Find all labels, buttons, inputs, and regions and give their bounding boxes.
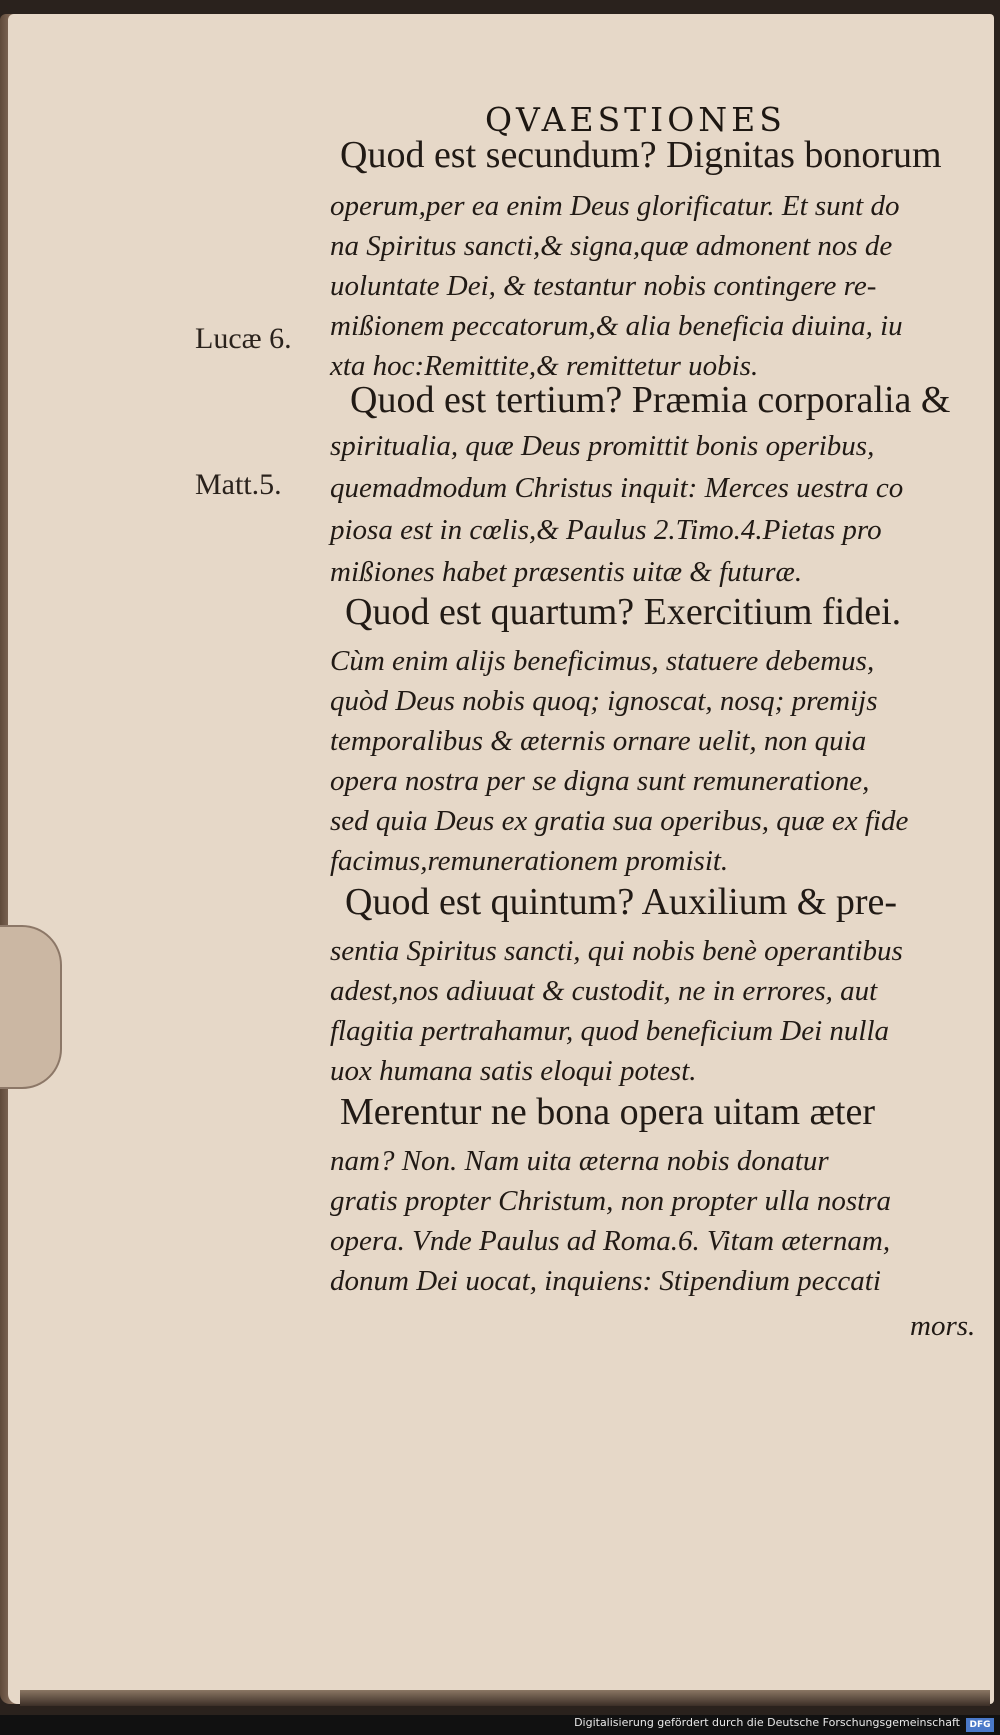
digitization-credit: Digitalisierung gefördert durch die Deutsche Forschungsgemeinschaft: [574, 1716, 960, 1729]
text-line: nam? Non. Nam uita æterna nobis donatur: [330, 1145, 829, 1177]
text-line: piosa est in cœlis,& Paulus 2.Timo.4.Pietas pro: [330, 514, 882, 546]
text-line: sed quia Deus ex gratia sua operibus, quæ ex fide: [330, 805, 909, 837]
text-line: flagitia pertrahamur, quod beneficium Dei nulla: [330, 1015, 890, 1047]
text-line: uox humana satis eloqui potest.: [330, 1055, 697, 1087]
text-line: quòd Deus nobis quoq; ignoscat, nosq; premijs: [330, 685, 878, 717]
margin-note-matthew: Matt.5.: [195, 468, 282, 501]
text-line: facimus,remunerationem promisit.: [330, 845, 729, 877]
book-bottom-edge: [20, 1690, 990, 1706]
text-line: temporalibus & æternis ornare uelit, non quia: [330, 725, 867, 757]
text-line: Quod est secundum? Dignitas bonorum: [340, 134, 942, 176]
text-line: adest,nos adiuuat & custodit, ne in errores, aut: [330, 975, 878, 1007]
text-line: Quod est quintum? Auxilium & pre-: [345, 881, 898, 923]
text-line: na Spiritus sancti,& signa,quæ admonent nos de: [330, 230, 893, 262]
text-line: mißiones habet præsentis uitæ & futuræ.: [330, 556, 803, 588]
book-clasp: [0, 925, 62, 1089]
text-line: Merentur ne bona opera uitam æter: [340, 1091, 875, 1133]
text-line: mißionem peccatorum,& alia beneficia diuina, iu: [330, 310, 903, 342]
margin-note-luke: Lucæ 6.: [195, 322, 292, 355]
text-line: uoluntate Dei, & testantur nobis contingere re-: [330, 270, 877, 302]
text-line: opera. Vnde Paulus ad Roma.6. Vitam æternam,: [330, 1225, 891, 1257]
text-line: Cùm enim alijs beneficimus, statuere debemus,: [330, 645, 875, 677]
text-line: donum Dei uocat, inquiens: Stipendium peccati: [330, 1265, 881, 1297]
text-line: gratis propter Christum, non propter ulla nostra: [330, 1185, 891, 1217]
text-line: xta hoc:Remittite,& remittetur uobis.: [330, 350, 759, 382]
text-line: Quod est tertium? Præmia corporalia &: [350, 379, 951, 421]
text-line: sentia Spiritus sancti, qui nobis benè operantibus: [330, 935, 903, 967]
text-line: mors.: [910, 1310, 976, 1342]
text-line: spiritualia, quæ Deus promittit bonis operibus,: [330, 430, 875, 462]
dfg-logo: DFG: [966, 1718, 994, 1732]
text-line: quemadmodum Christus inquit: Merces uestra co: [330, 472, 904, 504]
text-line: Quod est quartum? Exercitium fidei.: [345, 591, 902, 633]
text-line: opera nostra per se digna sunt remuneratione,: [330, 765, 870, 797]
text-line: operum,per ea enim Deus glorificatur. Et sunt do: [330, 190, 900, 222]
running-header: QVAESTIONES: [485, 100, 786, 139]
